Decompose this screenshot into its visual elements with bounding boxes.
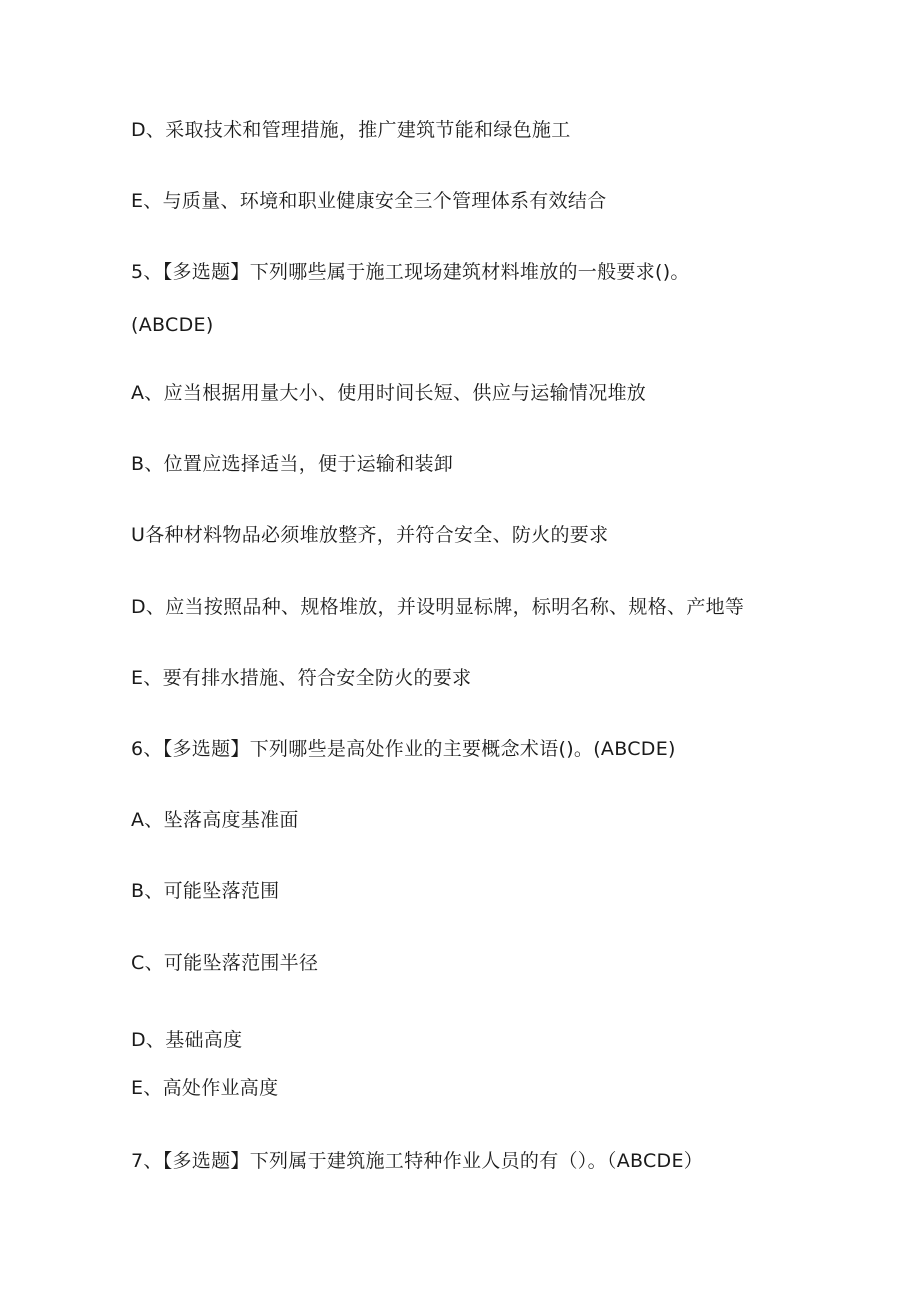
- q6-option-b: B、可能坠落范围: [131, 880, 280, 902]
- q5-question: 5、【多选题】下列哪些属于施工现场建筑材料堆放的一般要求()。: [131, 261, 690, 283]
- q6-option-c: C、可能坠落范围半径: [131, 952, 319, 974]
- q4-option-e: E、与质量、环境和职业健康安全三个管理体系有效结合: [131, 190, 607, 212]
- q5-option-c: U各种材料物品必须堆放整齐，并符合安全、防火的要求: [131, 524, 609, 546]
- q5-option-e: E、要有排水措施、符合安全防火的要求: [131, 667, 472, 689]
- q5-option-d: D、应当按照品种、规格堆放，并设明显标牌，标明名称、规格、产地等: [131, 596, 745, 618]
- q4-option-d: D、采取技术和管理措施，推广建筑节能和绿色施工: [131, 119, 571, 141]
- q5-answer: (ABCDE): [131, 314, 214, 336]
- q6-option-d: D、基础高度: [131, 1029, 243, 1051]
- q5-option-b: B、位置应选择适当，便于运输和装卸: [131, 453, 454, 475]
- q7-question: 7、【多选题】下列属于建筑施工特种作业人员的有（）。（ABCDE）: [131, 1150, 704, 1172]
- q5-option-a: A、应当根据用量大小、使用时间长短、供应与运输情况堆放: [131, 382, 647, 404]
- q6-option-a: A、坠落高度基准面: [131, 809, 299, 831]
- q6-question: 6、【多选题】下列哪些是高处作业的主要概念术语()。(ABCDE): [131, 738, 676, 760]
- q6-option-e: E、高处作业高度: [131, 1077, 279, 1099]
